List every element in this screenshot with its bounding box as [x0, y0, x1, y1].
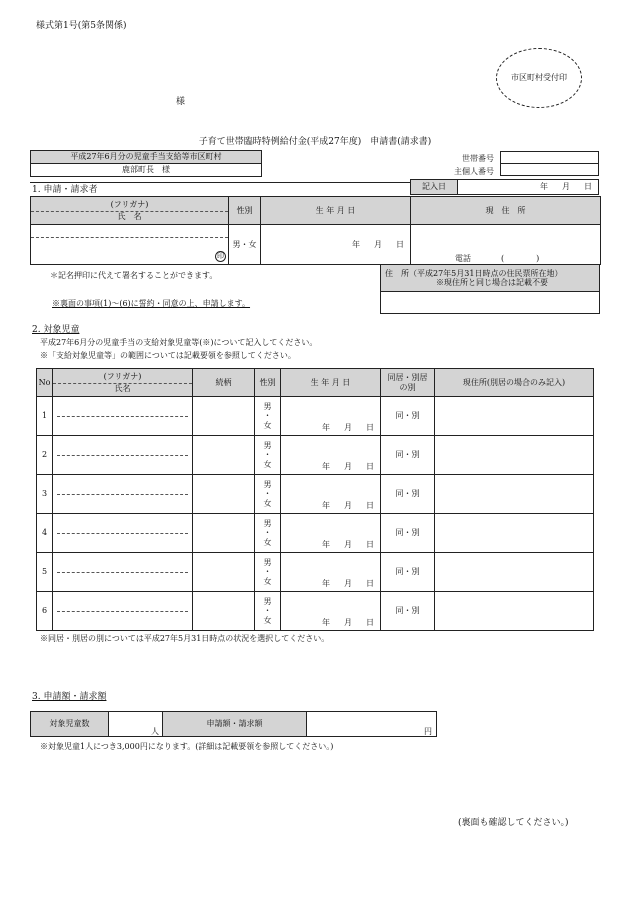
child-address-input[interactable]	[435, 475, 594, 514]
child-no: 3	[37, 475, 53, 514]
sex-female: 女	[263, 420, 272, 430]
unit-month: 月	[344, 461, 352, 471]
child-cohabit-select[interactable]: 同・別	[381, 514, 435, 553]
section2-footnote: ※同居・別居の別については平成27年5月31日時点の状況を選択してください。	[40, 634, 330, 643]
name-label: 氏 名	[117, 211, 142, 221]
child-relation-input[interactable]	[193, 436, 255, 475]
applicant-birth-input[interactable]	[261, 225, 411, 265]
applicant-sex-select[interactable]: 男・女	[229, 225, 261, 265]
sex-dot: ・	[263, 567, 272, 577]
furigana-label: (フリガナ)	[53, 372, 192, 383]
phone-input[interactable]: ( )	[501, 253, 540, 263]
child-no: 6	[37, 592, 53, 631]
unit-month: 月	[374, 239, 382, 249]
sex-dot: ・	[263, 606, 272, 616]
receipt-stamp	[496, 48, 582, 108]
child-cohabit-select[interactable]: 同・別	[381, 436, 435, 475]
furigana-label: (フリガナ)	[31, 200, 228, 211]
child-birth-input[interactable]	[281, 514, 381, 553]
child-cohabit-select[interactable]: 同・別	[381, 475, 435, 514]
section3-heading: 3. 申請額・請求額	[32, 692, 107, 702]
child-row	[37, 514, 594, 553]
col-sex-header: 性別	[255, 369, 281, 397]
unit-day: 日	[366, 539, 374, 549]
sex-male: 男	[263, 558, 272, 568]
child-count-input[interactable]	[109, 712, 163, 737]
col-birth-header: 生 年 月 日	[281, 369, 381, 397]
agree-note: ※裏面の事項(1)～(6)に誓約・同意の上、申請します。	[52, 299, 251, 308]
amount-label: 申請額・請求額	[163, 712, 307, 737]
footer-note: (裏面も確認してください。)	[458, 818, 569, 828]
unit-day: 日	[396, 239, 404, 249]
child-birth-input[interactable]	[281, 397, 381, 436]
sex-female: 女	[263, 459, 272, 469]
personal-no-input[interactable]	[501, 164, 599, 176]
child-birth-input[interactable]	[281, 592, 381, 631]
section2-intro2: ※「支給対象児童等」の範囲については記載要領を参照してください。	[40, 351, 296, 360]
form-number: 様式第1号(第5条関係)	[36, 21, 127, 31]
child-sex-select[interactable]	[255, 553, 281, 592]
section3-note: ※対象児童1人につき3,000円になります。(詳細は記載要領を参照してください。)	[40, 742, 334, 751]
unit-day: 日	[366, 578, 374, 588]
sex-female: 女	[263, 537, 272, 547]
unit-month: 月	[344, 422, 352, 432]
addressee-suffix: 様	[176, 97, 186, 107]
applicant-address-header: 現 住 所	[411, 197, 601, 225]
seal-icon: 印	[217, 252, 224, 260]
sign-note: ＊記名押印に代えて署名することができます。	[50, 271, 218, 280]
entry-date-label: 記入日	[411, 180, 458, 195]
receipt-stamp-label: 市区町村受付印	[511, 73, 567, 82]
child-relation-input[interactable]	[193, 514, 255, 553]
unit-month: 月	[344, 617, 352, 627]
sex-female: 女	[263, 615, 272, 625]
child-name-input[interactable]	[53, 514, 193, 553]
entry-date-box	[410, 179, 599, 195]
child-name-input[interactable]	[53, 436, 193, 475]
sex-female: 女	[263, 576, 272, 586]
child-name-input[interactable]	[53, 475, 193, 514]
name-label: 氏名	[114, 383, 131, 393]
col-address-header: 現住所(別居の場合のみ記入)	[435, 369, 594, 397]
child-count-label: 対象児童数	[31, 712, 109, 737]
child-birth-input[interactable]	[281, 475, 381, 514]
child-row	[37, 553, 594, 592]
child-address-input[interactable]	[435, 397, 594, 436]
registered-address-input[interactable]	[381, 292, 600, 314]
registered-address-label: 住 所（平成27年5月31日時点の住民票所在地）	[385, 268, 563, 278]
page-title: 子育て世帯臨時特例給付金(平成27年度) 申請書(請求書)	[198, 137, 432, 147]
child-sex-select[interactable]	[255, 397, 281, 436]
col-no-header: No	[37, 369, 53, 397]
unit-month: 月	[344, 539, 352, 549]
sex-dot: ・	[263, 489, 272, 499]
child-address-input[interactable]	[435, 592, 594, 631]
child-no: 4	[37, 514, 53, 553]
entry-date-input[interactable]	[458, 180, 599, 195]
unit-month: 月	[344, 578, 352, 588]
unit-year: 年	[322, 461, 330, 471]
applicant-table	[30, 196, 601, 265]
sex-male: 男	[263, 441, 272, 451]
sex-male: 男	[263, 597, 272, 607]
child-sex-select[interactable]	[255, 514, 281, 553]
phone-label: 電話	[455, 253, 471, 263]
child-relation-input[interactable]	[193, 397, 255, 436]
municipality-line2: 鹿部町長 様	[31, 164, 262, 177]
applicant-sex-header: 性別	[229, 197, 261, 225]
sex-dot: ・	[263, 528, 272, 538]
col-name-header	[53, 369, 193, 397]
sex-dot: ・	[263, 411, 272, 421]
section2-intro1: 平成27年6月分の児童手当の支給対象児童等(※)について記入してください。	[40, 338, 318, 347]
unit-year: 年	[322, 500, 330, 510]
child-address-input[interactable]	[435, 436, 594, 475]
child-cohabit-select[interactable]: 同・別	[381, 553, 435, 592]
unit-day: 日	[366, 422, 374, 432]
applicant-birth-header: 生 年 月 日	[261, 197, 411, 225]
child-no: 2	[37, 436, 53, 475]
cohabit-label-1: 同居・別居	[387, 373, 428, 383]
child-no: 5	[37, 553, 53, 592]
section1-heading: 1. 申請・請求者	[32, 185, 98, 195]
applicant-name-header	[31, 197, 229, 225]
unit-day: 日	[366, 461, 374, 471]
child-birth-input[interactable]	[281, 553, 381, 592]
child-name-input[interactable]	[53, 397, 193, 436]
registered-address-note: ※現住所と同じ場合は記載不要	[436, 278, 548, 287]
amount-input[interactable]	[307, 712, 437, 737]
sex-male: 男	[263, 519, 272, 529]
registered-address-header	[381, 265, 600, 292]
count-unit: 人	[151, 726, 159, 736]
household-no-fields	[500, 151, 599, 176]
unit-year: 年	[322, 539, 330, 549]
unit-year: 年	[352, 239, 360, 249]
child-sex-select[interactable]	[255, 592, 281, 631]
child-row	[37, 436, 594, 475]
child-cohabit-select[interactable]: 同・別	[381, 592, 435, 631]
child-row	[37, 397, 594, 436]
amount-table	[30, 711, 437, 737]
municipality-line1: 平成27年6月分の児童手当支給等市区町村	[31, 151, 262, 164]
unit-day: 日	[366, 500, 374, 510]
child-row	[37, 475, 594, 514]
child-sex-select[interactable]	[255, 436, 281, 475]
applicant-address-input[interactable]	[411, 225, 601, 265]
sex-female: 女	[263, 498, 272, 508]
child-name-input[interactable]	[53, 553, 193, 592]
child-cohabit-select[interactable]: 同・別	[381, 397, 435, 436]
child-row	[37, 592, 594, 631]
unit-day: 日	[366, 617, 374, 627]
sex-male: 男	[263, 480, 272, 490]
col-cohabit-header	[381, 369, 435, 397]
col-relation-header: 続柄	[193, 369, 255, 397]
municipality-box	[30, 150, 262, 177]
section2-heading: 2. 対象児童	[32, 325, 80, 335]
child-birth-input[interactable]	[281, 436, 381, 475]
child-relation-input[interactable]	[193, 475, 255, 514]
children-table	[36, 368, 594, 631]
unit-year: 年	[322, 578, 330, 588]
child-sex-select[interactable]	[255, 475, 281, 514]
registered-address-box	[380, 264, 600, 314]
personal-no-label: 主個人番号	[454, 167, 494, 176]
unit-day: 日	[584, 182, 592, 192]
applicant-name-input[interactable]	[31, 225, 229, 265]
amount-unit: 円	[424, 726, 432, 736]
unit-year: 年	[540, 182, 548, 192]
child-no: 1	[37, 397, 53, 436]
unit-month: 月	[344, 500, 352, 510]
child-address-input[interactable]	[435, 553, 594, 592]
sex-dot: ・	[263, 450, 272, 460]
child-relation-input[interactable]	[193, 553, 255, 592]
household-no-label: 世帯番号	[462, 154, 494, 163]
child-address-input[interactable]	[435, 514, 594, 553]
child-relation-input[interactable]	[193, 592, 255, 631]
unit-year: 年	[322, 422, 330, 432]
child-name-input[interactable]	[53, 592, 193, 631]
cohabit-label-2: の別	[399, 382, 416, 392]
unit-month: 月	[562, 182, 570, 192]
sex-male: 男	[263, 402, 272, 412]
unit-year: 年	[322, 617, 330, 627]
household-no-input[interactable]	[501, 152, 599, 164]
